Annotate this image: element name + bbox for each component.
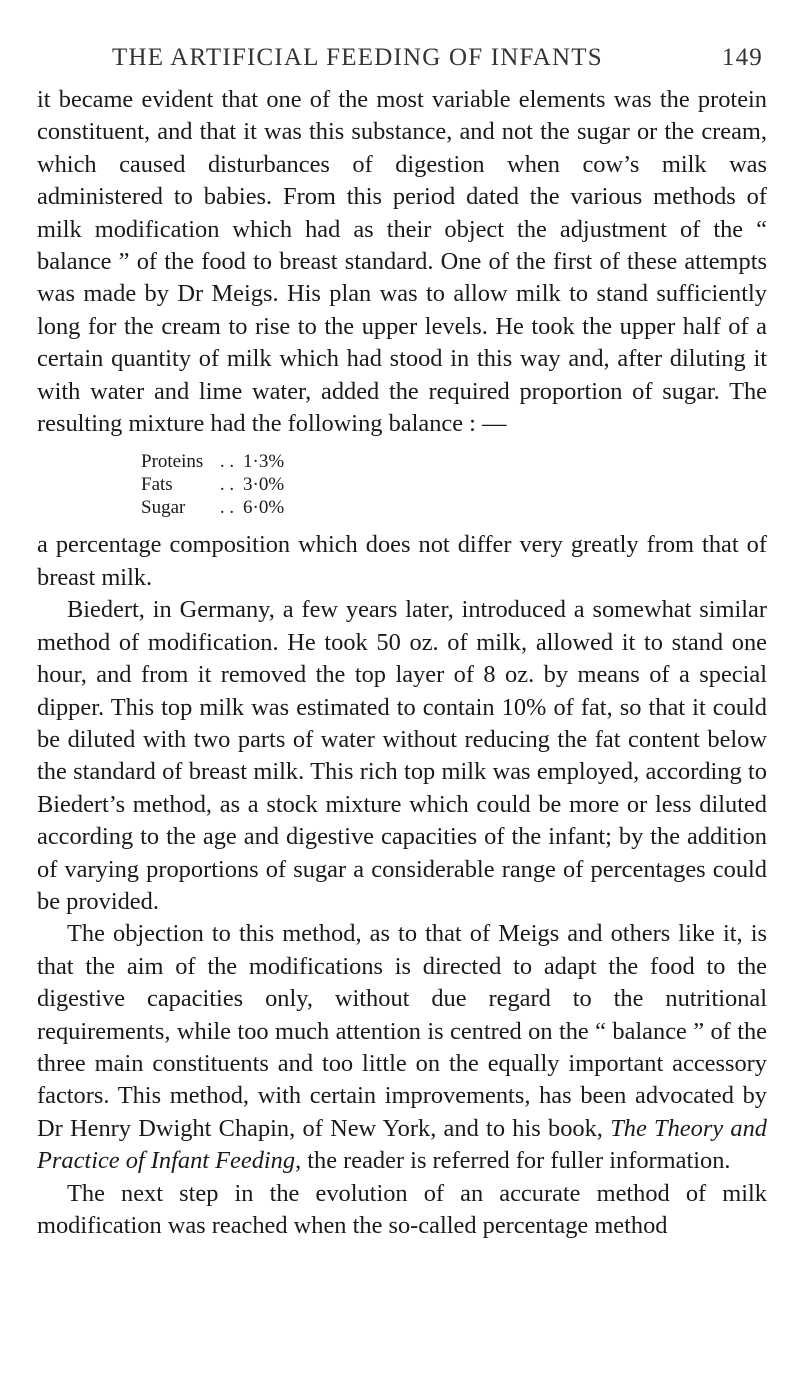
leader-dots: . .	[219, 451, 235, 473]
paragraph-4-text-start: The objection to this method, as to that of Meigs and others like it, is that the aim of the modifications is directed to adapt the food to the digestive capacities only, without due regard to the nutritional requirements, while too much attention is centred on the “ balance ” of the three main constituents and too little on the equally important accessory factors. This method, with certain improvements, has been advocated by Dr Henry Dwight Chapin, of New York, and to his book,	[37, 920, 767, 1142]
leader-dots: . .	[219, 497, 235, 519]
leader-dots: . .	[219, 474, 235, 496]
paragraph-1: it became evident that one of the most variable elements was the protein constituent, and that it was this substance, and not the sugar or the cream, which caused disturbances of digestion when cow’s milk was administered to babies. From this period dated the various methods of milk modification which had as their object the adjustment of the “ balance ” of the food to breast standard. One of the first of these attempts was made by Dr Meigs. His plan was to allow milk to stand sufficiently long for the cream to rise to the upper levels. He took the upper half of a certain quantity of milk which had stood in this way and, after diluting it with water and lime water, added the required proportion of sugar. The resulting mixture had the following balance : —	[37, 86, 767, 438]
running-title: THE ARTIFICIAL FEEDING OF INFANTS	[112, 44, 603, 71]
paragraph-4-text-end: , the reader is referred for fuller information.	[295, 1147, 731, 1175]
paragraph-5: The next step in the evolution of an accurate method of milk modification was reached when the so-called percentage method	[37, 1179, 767, 1239]
composition-table	[141, 450, 767, 519]
composition-row-fats	[141, 473, 767, 496]
composition-row-proteins	[141, 450, 767, 473]
page-number: 149	[721, 44, 763, 71]
composition-value: 3·0%	[243, 474, 285, 496]
composition-label: Fats	[141, 474, 173, 496]
book-page	[37, 44, 767, 1242]
composition-label: Sugar	[141, 497, 186, 519]
composition-value: 6·0%	[243, 497, 285, 519]
running-head	[37, 44, 767, 84]
composition-label: Proteins	[141, 451, 204, 473]
paragraph-2: a percentage composition which does not differ very greatly from that of breast milk.	[37, 531, 767, 591]
paragraph-4	[37, 918, 767, 1177]
composition-value: 1·3%	[243, 451, 285, 473]
paragraph-3: Biedert, in Germany, a few years later, introduced a somewhat similar method of modification. He took 50 oz. of milk, allowed it to stand one hour, and from it removed the top layer of 8 oz. by means of a special dipper. This top milk was estimated to contain 10% of fat, so that it could be diluted with two parts of water without reducing the fat content below the standard of breast milk. This rich top milk was employed, according to Biedert’s method, as a stock mixture which could be more or less diluted according to the age and digestive capacities of the infant; by the addition of varying proportions of sugar a considerable range of percentages could be provided.	[37, 596, 767, 915]
book-title: The Theory and Practice of Infant Feeding	[37, 1114, 767, 1175]
composition-row-sugar	[141, 496, 767, 519]
